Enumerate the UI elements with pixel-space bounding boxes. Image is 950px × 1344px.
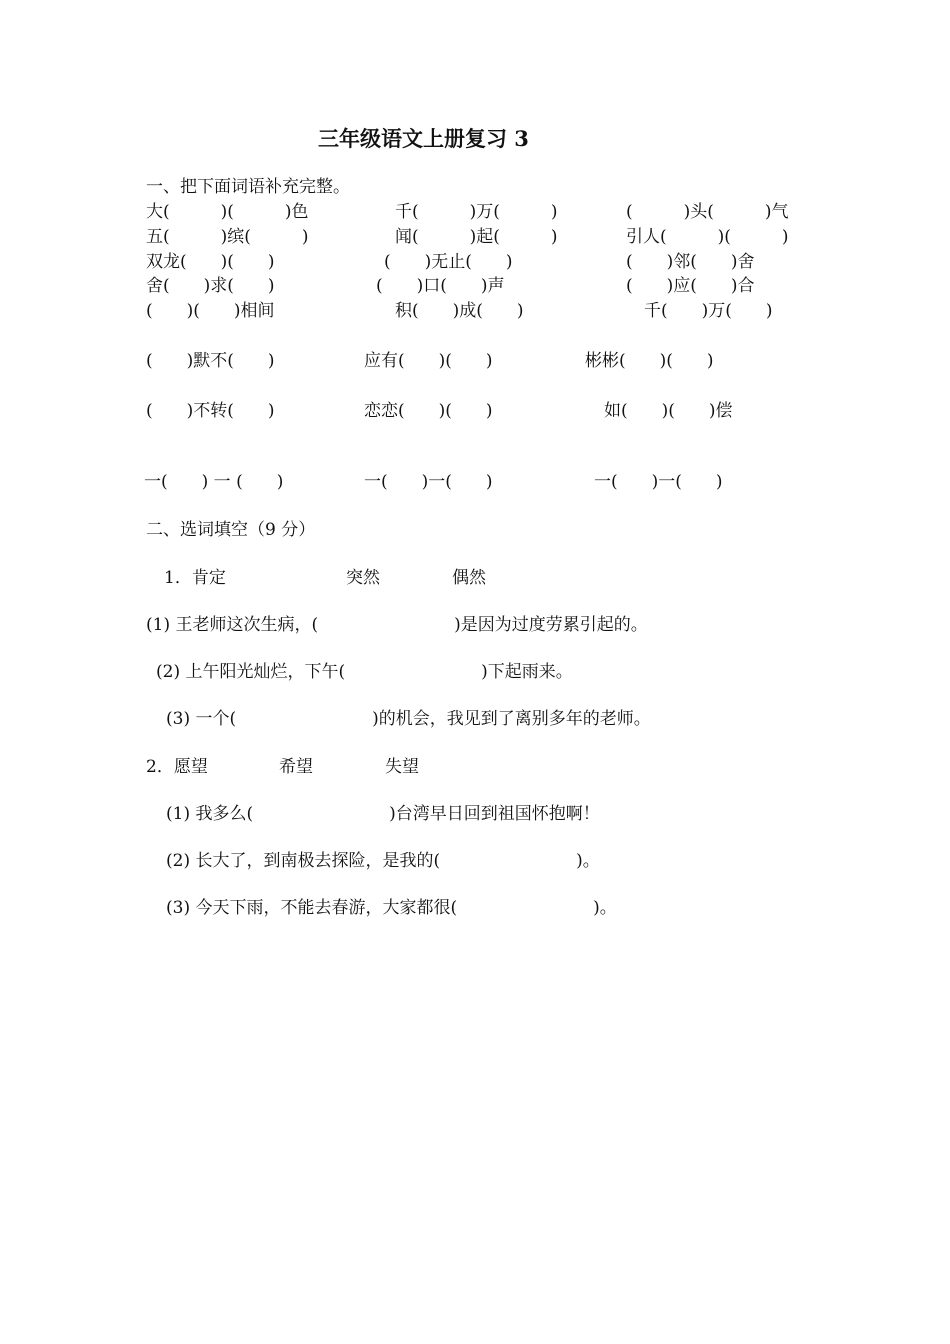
idiom-blank: ( )口( )声 (376, 276, 505, 296)
idiom-blank: 引人( )( ) (626, 227, 789, 247)
idiom-blank: 闻( )起( ) (395, 227, 558, 247)
word-choice: 2．愿望 (146, 757, 208, 777)
section2-heading: 二、选词填空（9 分） (146, 520, 316, 540)
idiom-blank: ( )应( )合 (626, 276, 755, 296)
fill-sentence: (1) 王老师这次生病，( )是因为过度劳累引起的。 (146, 615, 648, 635)
idiom-blank: 如( )( )偿 (604, 401, 733, 421)
idiom-blank: 一( )一( ) (594, 472, 723, 492)
idiom-blank: ( )默不( ) (146, 351, 275, 371)
idiom-blank: ( )( )相间 (146, 301, 275, 321)
idiom-blank: 彬彬( )( ) (585, 351, 714, 371)
idiom-blank: 双龙( )( ) (146, 252, 275, 272)
idiom-blank: ( )头( )气 (626, 202, 789, 222)
idiom-blank: 一( )一( ) (364, 472, 493, 492)
fill-sentence: (2) 上午阳光灿烂，下午( )下起雨来。 (156, 662, 573, 682)
idiom-blank: ( )不转( ) (146, 401, 275, 421)
fill-sentence: (3) 一个( )的机会，我见到了离别多年的老师。 (166, 709, 651, 729)
idiom-blank: 千( )万( ) (644, 301, 773, 321)
word-choice: 突然 (346, 568, 380, 588)
idiom-blank: 五( )缤( ) (146, 227, 309, 247)
idiom-blank: 千( )万( ) (395, 202, 558, 222)
fill-sentence: (2) 长大了，到南极去探险，是我的( )。 (166, 851, 600, 871)
idiom-blank: ( )无止( ) (384, 252, 513, 272)
idiom-blank: 舍( )求( ) (146, 276, 275, 296)
word-choice: 失望 (385, 757, 419, 777)
idiom-blank: 应有( )( ) (364, 351, 493, 371)
fill-sentence: (3) 今天下雨，不能去春游，大家都很( )。 (166, 898, 617, 918)
word-choice: 1．肯定 (164, 568, 226, 588)
idiom-blank: ( )邻( )舍 (626, 252, 755, 272)
section1-heading: 一、把下面词语补充完整。 (146, 177, 350, 197)
idiom-blank: 恋恋( )( ) (364, 401, 493, 421)
fill-sentence: (1) 我多么( )台湾早日回到祖国怀抱啊！ (166, 804, 600, 824)
word-choice: 希望 (279, 757, 313, 777)
word-choice: 偶然 (452, 568, 486, 588)
page-title: 三年级语文上册复习 3 (318, 126, 529, 151)
idiom-blank: 积( )成( ) (395, 301, 524, 321)
idiom-blank: 大( )( )色 (146, 202, 309, 222)
idiom-blank: 一( ) 一 ( ) (144, 472, 284, 492)
